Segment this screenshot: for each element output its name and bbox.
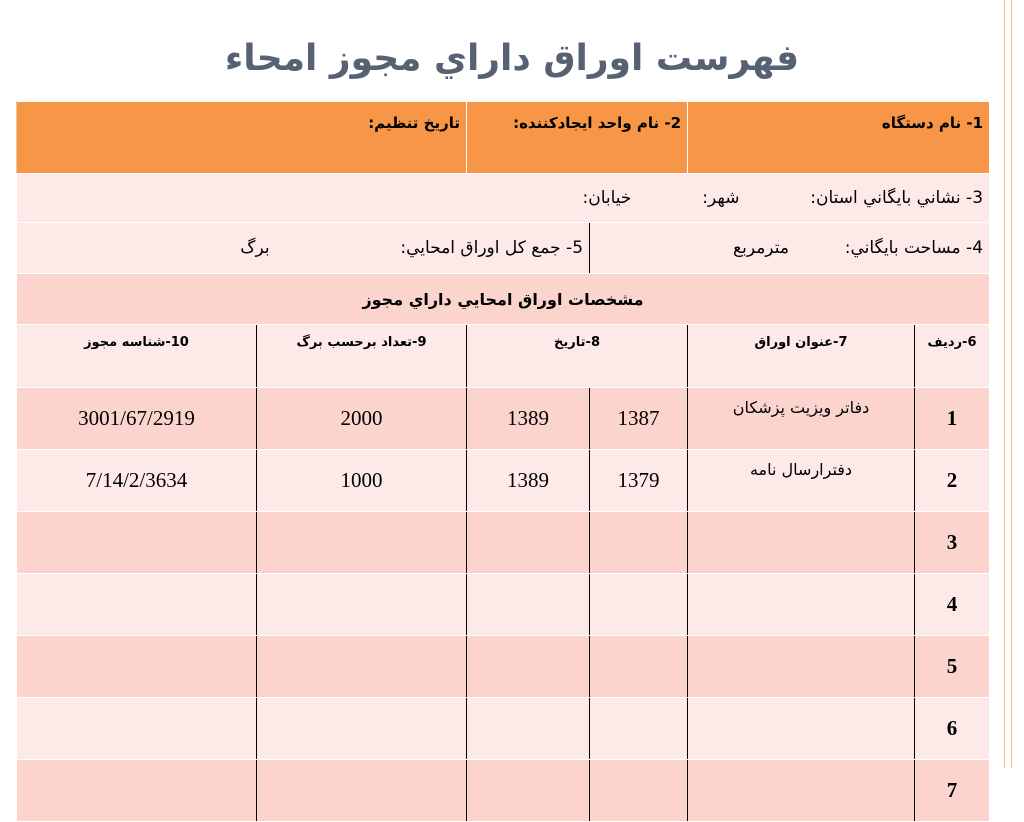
row-sheet-count: 1000 [257, 450, 467, 512]
table-row [17, 760, 990, 822]
column-header-row [17, 325, 990, 388]
row-date-to: 1389 [467, 388, 590, 450]
row-doc-title [688, 574, 915, 636]
row-sheet-count [257, 636, 467, 698]
row-sheet-count [257, 574, 467, 636]
total-unit: برگ [240, 238, 270, 258]
row-doc-title: دفترارسال نامه [688, 450, 915, 512]
row-date-from [590, 574, 688, 636]
table-row [17, 388, 990, 450]
table-row [17, 450, 990, 512]
row-date-from [590, 512, 688, 574]
table-row [17, 512, 990, 574]
col-permit-id: 10-شناسه مجوز [17, 325, 257, 388]
row-number: 3 [915, 512, 990, 574]
row-sheet-count [257, 760, 467, 822]
city-label: شهر: [702, 188, 740, 208]
row-date-to [467, 698, 590, 760]
row-number: 1 [915, 388, 990, 450]
row-date-to: 1389 [467, 450, 590, 512]
row-doc-title [688, 760, 915, 822]
row-date-from [590, 698, 688, 760]
row-number: 4 [915, 574, 990, 636]
table-row [17, 636, 990, 698]
row-sheet-count: 2000 [257, 388, 467, 450]
page-title: فهرست اوراق داراي مجوز امحاء [224, 38, 800, 79]
form-table [16, 101, 990, 822]
row-permit-id [17, 512, 257, 574]
address-cell [17, 174, 990, 223]
frame-line-right-outer [1004, 0, 1005, 768]
address-row [17, 174, 990, 223]
col-row-number: 6-رديف [915, 325, 990, 388]
row-date-to [467, 512, 590, 574]
section-title: مشخصات اوراق امحايي داراي مجوز [17, 274, 990, 325]
device-name-cell: 1- نام دستگاه [688, 102, 990, 174]
area-cell [590, 223, 990, 274]
row-permit-id [17, 760, 257, 822]
row-permit-id: 7/14/2/3634 [17, 450, 257, 512]
row-date-from [590, 636, 688, 698]
address-label: 3- نشاني بايگاني استان: [810, 188, 984, 208]
row-date-to [467, 574, 590, 636]
row-permit-id [17, 698, 257, 760]
row-doc-title: دفاتر ويزيت پزشكان [688, 388, 915, 450]
row-permit-id [17, 636, 257, 698]
row-number: 6 [915, 698, 990, 760]
row-doc-title [688, 698, 915, 760]
total-cell [17, 223, 590, 274]
row-doc-title [688, 636, 915, 698]
form-sheet [16, 101, 989, 822]
row-date-to [467, 636, 590, 698]
table-row [17, 698, 990, 760]
unit-name-cell: 2- نام واحد ايجادكننده: [467, 102, 688, 174]
col-sheet-count: 9-تعداد برحسب برگ [257, 325, 467, 388]
row-number: 5 [915, 636, 990, 698]
table-row [17, 574, 990, 636]
frame-line-right-inner [1011, 0, 1012, 768]
row-date-from [590, 760, 688, 822]
row-number: 2 [915, 450, 990, 512]
row-permit-id: 3001/67/2919 [17, 388, 257, 450]
area-unit: مترمربع [733, 238, 789, 258]
row-number: 7 [915, 760, 990, 822]
row-date-to [467, 760, 590, 822]
area-row [17, 223, 990, 274]
header-row [17, 102, 990, 174]
date-cell: تاريخ تنظيم: [17, 102, 467, 174]
row-sheet-count [257, 698, 467, 760]
row-doc-title [688, 512, 915, 574]
col-doc-title: 7-عنوان اوراق [688, 325, 915, 388]
row-sheet-count [257, 512, 467, 574]
area-label: 4- مساحت بايگاني: [844, 238, 984, 258]
street-label: خيابان: [582, 188, 632, 208]
row-date-from: 1379 [590, 450, 688, 512]
col-date: 8-تاريخ [467, 325, 688, 388]
row-permit-id [17, 574, 257, 636]
section-title-row [17, 274, 990, 325]
total-label: 5- جمع كل اوراق امحايي: [400, 238, 584, 258]
row-date-from: 1387 [590, 388, 688, 450]
